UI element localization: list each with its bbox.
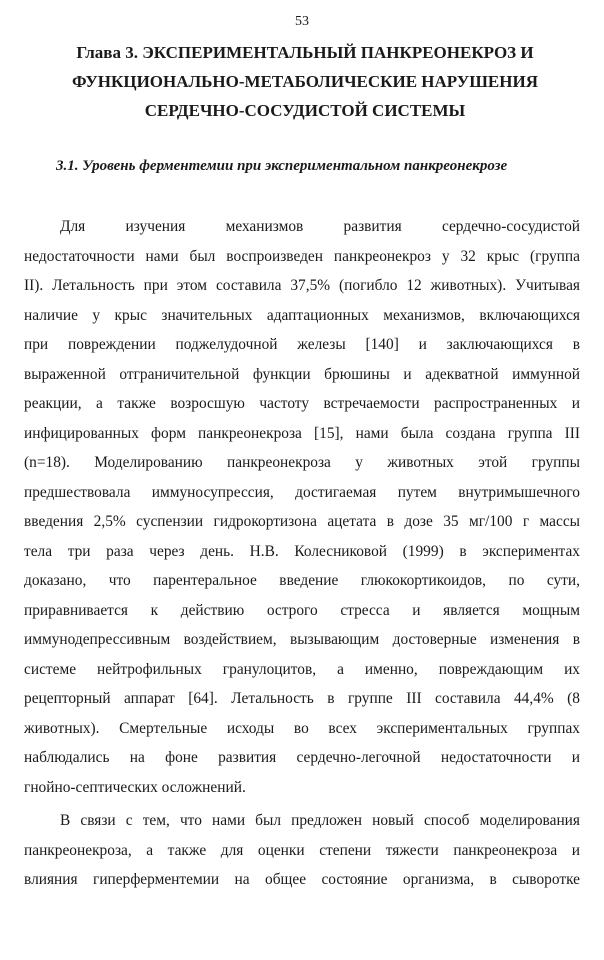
text-line: приравнивается к действию острого стресса и является мощным: [24, 601, 580, 619]
text-line: инфицированных форм панкреонекроза [15], нами была создана группа III: [24, 424, 580, 442]
chapter-heading-line: Глава 3. ЭКСПЕРИМЕНТАЛЬНЫЙ ПАНКРЕОНЕКРОЗ И: [76, 43, 534, 62]
text-line: гнойно-септических осложнений.: [24, 778, 246, 796]
text-line: реакции, а также возросшую частоту встречаемости распространенных и: [24, 395, 580, 412]
text-line: наблюдались на фоне развития сердечно-легочной недостаточности и: [24, 749, 580, 766]
text-line: Для изучения механизмов развития сердечно-сосудистой: [60, 218, 580, 235]
text-line: наличие у крыс значительных адаптационных механизмов, включающихся: [24, 306, 580, 324]
text-line: влияния гиперферментемии на общее состояние организма, в сыворотке: [24, 871, 580, 888]
text-line: II). Летальность при этом составила 37,5% (погибло 12 животных). Учитывая: [24, 277, 580, 294]
text-line: при повреждении поджелудочной железы [140] и заключающихся в: [24, 336, 580, 353]
text-line: иммунодепрессивным воздействием, вызывающим достоверные изменения в: [24, 631, 580, 648]
text-line: рецепторный аппарат [64]. Летальность в группе III составила 44,4% (8: [24, 690, 580, 707]
chapter-heading-line: СЕРДЕЧНО-СОСУДИСТОЙ СИСТЕМЫ: [144, 101, 466, 120]
page-number: 53: [295, 14, 309, 29]
paragraph: [24, 212, 580, 802]
text-line: тела три раза через день. Н.В. Колесниковой (1999) в экспериментах: [24, 542, 580, 560]
text-line: введения 2,5% суспензии гидрокортизона ацетата в дозе 35 мг/100 г массы: [24, 513, 580, 530]
chapter-heading-line: ФУНКЦИОНАЛЬНО-МЕТАБОЛИЧЕСКИЕ НАРУШЕНИЯ: [72, 72, 538, 91]
section-heading: 3.1. Уровень ферментемии при экспериментальном панкреонекрозе: [56, 158, 508, 174]
text-line: системе нейтрофильных гранулоцитов, а именно, повреждающим их: [24, 660, 580, 678]
text-line: выраженной отграничительной функции брюшины и адекватной иммунной: [24, 365, 580, 383]
text-line: (n=18). Моделированию панкреонекроза у животных этой группы: [24, 454, 580, 471]
text-line: доказано, что парентеральное введение глюкокортикоидов, по сути,: [24, 572, 580, 589]
text-line: недостаточности нами был воспроизведен панкреонекроз у 32 крыс (группа: [24, 247, 580, 265]
text-line: В связи с тем, что нами был предложен новый способ моделирования: [60, 812, 580, 829]
paragraph: [24, 806, 580, 895]
text-line: животных). Смертельные исходы во всех экспериментальных группах: [24, 719, 580, 737]
body-text: [24, 212, 580, 895]
text-line: предшествовала иммуносупрессия, достигаемая путем внутримышечного: [24, 483, 580, 501]
text-line: панкреонекроза, а также для оценки степени тяжести панкреонекроза и: [24, 841, 580, 859]
chapter-heading: [40, 38, 570, 125]
